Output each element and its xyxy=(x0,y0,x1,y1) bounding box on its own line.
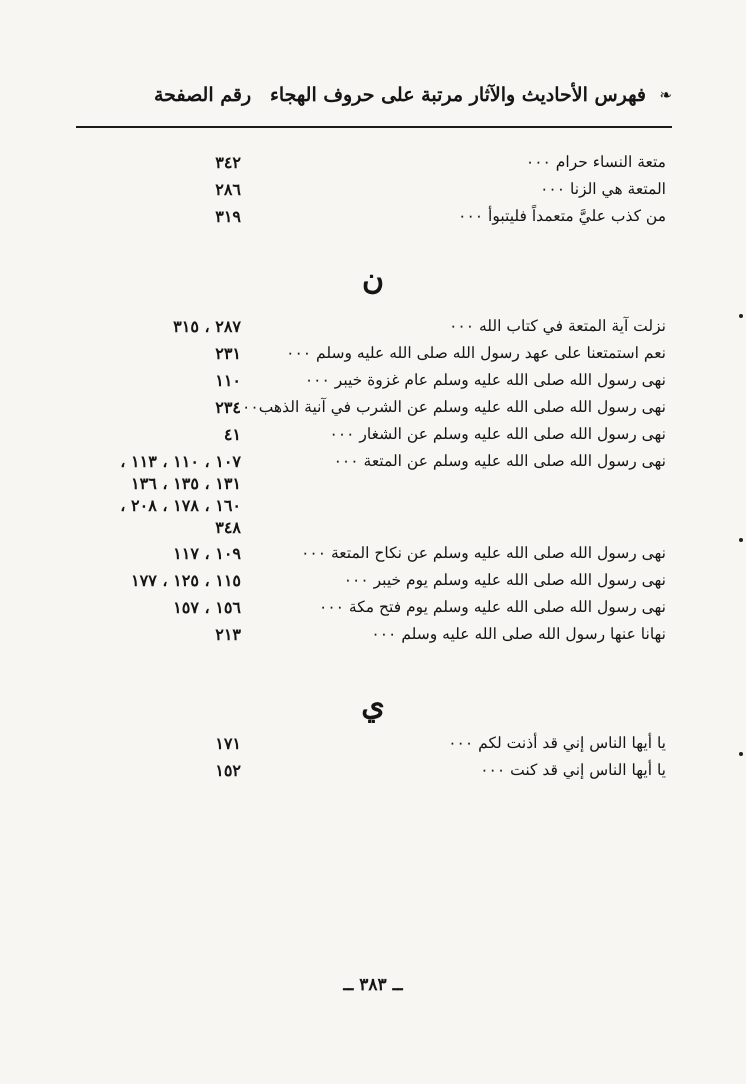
section-letter: ي xyxy=(361,688,385,723)
entry-page-numbers xyxy=(215,180,241,202)
page-number-line: ١٥٦ ، ١٥٧ xyxy=(173,598,241,617)
header-rule xyxy=(76,126,672,128)
index-entry xyxy=(0,761,746,787)
page-number-line: ٣١٩ xyxy=(215,207,241,226)
margin-mark xyxy=(739,752,743,756)
page-number-line: ٣٤٨ xyxy=(215,518,241,537)
entry-text: من كذب عليَّ متعمداً فليتبوأ ٠٠٠ xyxy=(458,207,666,225)
entry-text: نهى رسول الله صلى الله عليه وسلم عام غزوة خيبر ٠٠٠ xyxy=(304,371,666,389)
entry-page-numbers xyxy=(215,344,241,366)
index-entry xyxy=(0,598,746,624)
entry-page-numbers xyxy=(120,452,241,540)
index-entry xyxy=(0,571,746,597)
entry-text: نهى رسول الله صلى الله عليه وسلم عن نكاح المتعة ٠٠٠ xyxy=(301,544,666,562)
entry-text: المتعة هي الزنا ٠٠٠ xyxy=(540,180,666,198)
entry-page-numbers xyxy=(173,598,241,620)
entry-text: نهى رسول الله صلى الله عليه وسلم يوم خيبر ٠٠٠ xyxy=(343,571,666,589)
index-entry xyxy=(0,544,746,570)
entry-text: نعم استمتعنا على عهد رسول الله صلى الله عليه وسلم ٠٠٠ xyxy=(286,344,666,362)
fleuron-icon: ❧ xyxy=(659,86,672,104)
entry-page-numbers xyxy=(215,207,241,229)
entry-page-numbers xyxy=(131,571,241,593)
page-number-line: ١٠٧ ، ١١٠ ، ١١٣ ، xyxy=(120,452,241,471)
index-entry xyxy=(0,425,746,451)
entry-text: يا أيها الناس إني قد كنت ٠٠٠ xyxy=(480,761,666,779)
margin-mark xyxy=(739,538,743,542)
index-entry xyxy=(0,317,746,343)
entry-text: نهى رسول الله صلى الله عليه وسلم يوم فتح مكة ٠٠٠ xyxy=(319,598,666,616)
entry-text: نزلت آية المتعة في كتاب الله ٠٠٠ xyxy=(449,317,666,335)
page-number-line: ٣٤٢ xyxy=(215,153,241,172)
index-entry xyxy=(0,625,746,651)
entry-page-numbers xyxy=(215,371,241,393)
page-title: فهرس الأحاديث والآثار مرتبة على حروف الهجاء xyxy=(269,84,646,106)
page-number-line: ١٥٢ xyxy=(215,761,241,780)
entry-text: نهى رسول الله صلى الله عليه وسلم عن المتعة ٠٠٠ xyxy=(333,452,666,470)
page-number-line: ١١٠ xyxy=(215,371,241,390)
entry-text: نهى رسول الله صلى الله عليه وسلم عن الشغار ٠٠٠ xyxy=(329,425,666,443)
page-number-line: ١٦٠ ، ١٧٨ ، ٢٠٨ ، xyxy=(120,496,241,515)
entry-page-numbers xyxy=(173,317,241,339)
entry-page-numbers xyxy=(215,734,241,756)
page-number-line: ٢٨٦ xyxy=(215,180,241,199)
entry-page-numbers xyxy=(173,544,241,566)
entry-text: متعة النساء حرام ٠٠٠ xyxy=(525,153,666,171)
entry-page-numbers xyxy=(215,761,241,783)
section-letter: ن xyxy=(361,262,385,297)
page-header xyxy=(76,82,672,114)
page-number-line: ١٠٩ ، ١١٧ xyxy=(173,544,241,563)
page-number-line: ١٣١ ، ١٣٥ ، ١٣٦ xyxy=(131,474,241,493)
page-number-column-heading: رقم الصفحة xyxy=(154,84,252,106)
index-entry xyxy=(0,734,746,760)
page-number: ــ ٣٨٣ ــ xyxy=(343,975,403,995)
index-entry xyxy=(0,153,746,179)
entry-page-numbers xyxy=(215,153,241,175)
entry-text: نهانا عنها رسول الله صلى الله عليه وسلم ٠٠٠ xyxy=(371,625,666,643)
entry-text: نهى رسول الله صلى الله عليه وسلم عن الشرب في آنية الذهب٠٠ xyxy=(242,398,666,416)
entry-page-numbers xyxy=(224,425,241,447)
index-entry xyxy=(0,398,746,424)
index-entry xyxy=(0,207,746,233)
page-number-line: ٢٣٤ xyxy=(215,398,241,417)
page-number-line: ٢٨٧ ، ٣١٥ xyxy=(173,317,241,336)
page-number-line: ٢١٣ xyxy=(215,625,241,644)
margin-mark xyxy=(739,314,743,318)
entry-page-numbers xyxy=(215,398,241,420)
index-entry xyxy=(0,180,746,206)
page-number-line: ٢٣١ xyxy=(215,344,241,363)
entry-page-numbers xyxy=(215,625,241,647)
page-number-line: ٤١ xyxy=(223,425,241,444)
page-number-line: ١٧١ xyxy=(215,734,241,753)
index-entry xyxy=(0,371,746,397)
index-entry xyxy=(0,344,746,370)
page-number-line: ١١٥ ، ١٢٥ ، ١٧٧ xyxy=(131,571,241,590)
entry-text: يا أيها الناس إني قد أذنت لكم ٠٠٠ xyxy=(448,734,666,752)
index-entry xyxy=(0,452,746,537)
